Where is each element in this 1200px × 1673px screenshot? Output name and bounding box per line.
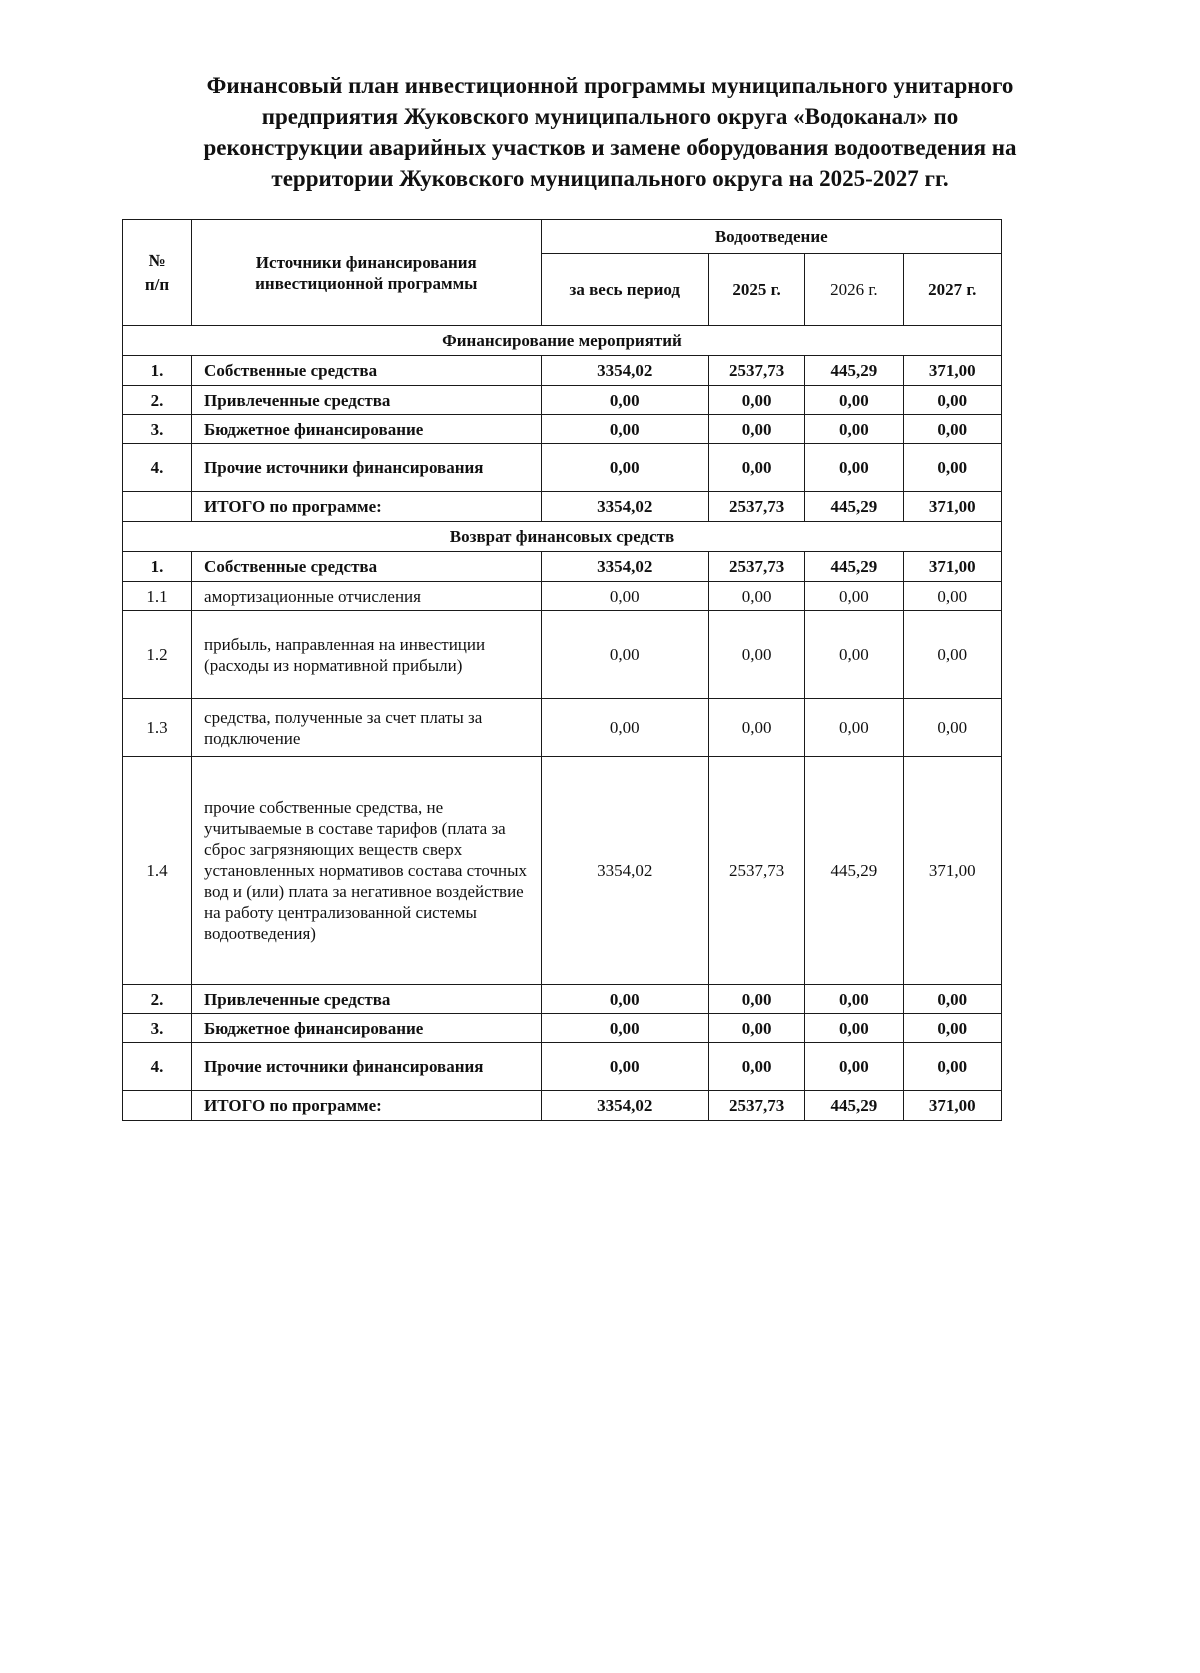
value-2026: 0,00	[805, 611, 903, 699]
value-2026: 0,00	[805, 582, 903, 611]
row-source-name: Привлеченные средства	[192, 985, 541, 1014]
value-2025: 0,00	[708, 985, 804, 1014]
value-2025: 2537,73	[708, 552, 804, 582]
table-row	[123, 1043, 1002, 1091]
value-total-period: 0,00	[541, 985, 708, 1014]
row-number: 1.2	[123, 611, 192, 699]
value-total-period: 0,00	[541, 386, 708, 415]
value-2026: 445,29	[805, 356, 903, 386]
section-header-row	[123, 522, 1002, 552]
section-title: Возврат финансовых средств	[123, 522, 1002, 552]
value-2026: 0,00	[805, 386, 903, 415]
value-2026: 445,29	[805, 492, 903, 522]
row-source-name: Бюджетное финансирование	[192, 1014, 541, 1043]
value-2026: 0,00	[805, 985, 903, 1014]
header-2026: 2026 г.	[805, 254, 903, 326]
row-source-name: Собственные средства	[192, 356, 541, 386]
value-2025: 0,00	[708, 699, 804, 757]
row-number: 1.4	[123, 757, 192, 985]
value-2025: 2537,73	[708, 757, 804, 985]
table-row	[123, 552, 1002, 582]
value-total-period: 3354,02	[541, 356, 708, 386]
title-line-3: реконструкции аварийных участков и замене оборудования водоотведения на	[203, 135, 1017, 160]
title-line-4: территории Жуковского муниципального округа на 2025-2027 гг.	[271, 166, 949, 191]
value-2025: 2537,73	[708, 1091, 804, 1121]
table-row	[123, 444, 1002, 492]
row-number: 1.	[123, 552, 192, 582]
value-total-period: 0,00	[541, 415, 708, 444]
value-2025: 0,00	[708, 444, 804, 492]
value-2025: 0,00	[708, 415, 804, 444]
value-2027: 0,00	[903, 386, 1001, 415]
header-sources: Источники финансирования инвестиционной программы	[192, 220, 541, 326]
header-period: за весь период	[541, 254, 708, 326]
section-title: Финансирование мероприятий	[123, 326, 1002, 356]
value-2027: 0,00	[903, 611, 1001, 699]
value-2027: 0,00	[903, 1043, 1001, 1091]
value-total-period: 0,00	[541, 611, 708, 699]
table-row	[123, 985, 1002, 1014]
value-2027: 371,00	[903, 492, 1001, 522]
title-line-2: предприятия Жуковского муниципального округа «Водоканал» по	[261, 104, 959, 129]
row-number: 1.	[123, 356, 192, 386]
value-2027: 0,00	[903, 582, 1001, 611]
row-source-name: средства, полученные за счет платы за подключение	[192, 699, 541, 757]
value-2026: 445,29	[805, 552, 903, 582]
total-row	[123, 492, 1002, 522]
row-number: 1.3	[123, 699, 192, 757]
value-2026: 0,00	[805, 1014, 903, 1043]
row-number: 4.	[123, 1043, 192, 1091]
table-row	[123, 415, 1002, 444]
row-source-name: прибыль, направленная на инвестиции (расходы из нормативной прибыли)	[192, 611, 541, 699]
value-total-period: 3354,02	[541, 552, 708, 582]
value-2027: 371,00	[903, 356, 1001, 386]
value-2025: 0,00	[708, 611, 804, 699]
table-body	[123, 326, 1002, 1121]
value-total-period: 3354,02	[541, 1091, 708, 1121]
row-source-name: Бюджетное финансирование	[192, 415, 541, 444]
value-2027: 0,00	[903, 985, 1001, 1014]
row-source-name: Прочие источники финансирования	[192, 444, 541, 492]
value-2027: 371,00	[903, 1091, 1001, 1121]
value-2026: 0,00	[805, 1043, 903, 1091]
table-row	[123, 356, 1002, 386]
value-2027: 0,00	[903, 699, 1001, 757]
row-source-name: Привлеченные средства	[192, 386, 541, 415]
value-2025: 0,00	[708, 1043, 804, 1091]
value-2026: 445,29	[805, 1091, 903, 1121]
row-source-name: ИТОГО по программе:	[192, 492, 541, 522]
value-2025: 2537,73	[708, 356, 804, 386]
row-number: 2.	[123, 386, 192, 415]
value-2027: 371,00	[903, 552, 1001, 582]
value-2027: 371,00	[903, 757, 1001, 985]
header-group-water-disposal: Водоотведение	[541, 220, 1001, 254]
value-total-period: 0,00	[541, 444, 708, 492]
table-row	[123, 386, 1002, 415]
value-2027: 0,00	[903, 1014, 1001, 1043]
value-2027: 0,00	[903, 415, 1001, 444]
section-header-row	[123, 326, 1002, 356]
total-row	[123, 1091, 1002, 1121]
value-total-period: 3354,02	[541, 757, 708, 985]
value-2025: 0,00	[708, 386, 804, 415]
value-2025: 0,00	[708, 582, 804, 611]
value-total-period: 0,00	[541, 1014, 708, 1043]
value-2027: 0,00	[903, 444, 1001, 492]
value-total-period: 3354,02	[541, 492, 708, 522]
row-number: 2.	[123, 985, 192, 1014]
row-number	[123, 492, 192, 522]
value-2026: 445,29	[805, 757, 903, 985]
value-2025: 2537,73	[708, 492, 804, 522]
value-2025: 0,00	[708, 1014, 804, 1043]
value-2026: 0,00	[805, 444, 903, 492]
financial-plan-table	[122, 219, 1002, 1121]
row-number: 4.	[123, 444, 192, 492]
document-title	[110, 70, 1110, 194]
row-number	[123, 1091, 192, 1121]
value-total-period: 0,00	[541, 699, 708, 757]
row-source-name: Собственные средства	[192, 552, 541, 582]
table-row	[123, 757, 1002, 985]
header-2025: 2025 г.	[708, 254, 804, 326]
header-num: № п/п	[123, 220, 192, 326]
row-number: 1.1	[123, 582, 192, 611]
value-2026: 0,00	[805, 415, 903, 444]
table-row	[123, 1014, 1002, 1043]
table-row	[123, 582, 1002, 611]
row-source-name: прочие собственные средства, не учитываемые в составе тарифов (плата за сброс загрязняющих веществ сверх установленных нормативов состава сточных вод и (или) плата за негативное воздействие на работу централизованной системы водоотведения)	[192, 757, 541, 985]
value-total-period: 0,00	[541, 1043, 708, 1091]
row-source-name: амортизационные отчисления	[192, 582, 541, 611]
table-row	[123, 611, 1002, 699]
row-number: 3.	[123, 1014, 192, 1043]
value-2026: 0,00	[805, 699, 903, 757]
value-total-period: 0,00	[541, 582, 708, 611]
title-line-1: Финансовый план инвестиционной программы муниципального унитарного	[206, 73, 1014, 98]
header-2027: 2027 г.	[903, 254, 1001, 326]
table-row	[123, 699, 1002, 757]
row-source-name: ИТОГО по программе:	[192, 1091, 541, 1121]
row-source-name: Прочие источники финансирования	[192, 1043, 541, 1091]
row-number: 3.	[123, 415, 192, 444]
